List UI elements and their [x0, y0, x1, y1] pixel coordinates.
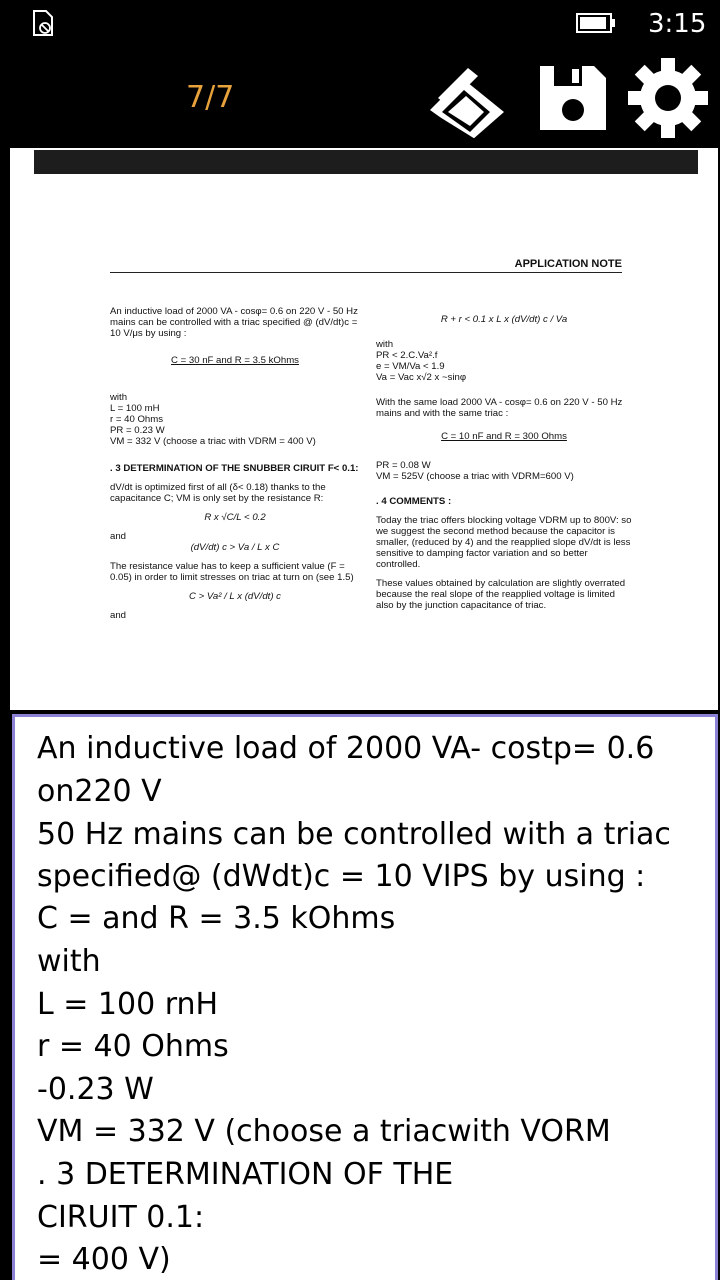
paragraph: r = 40 Ohms: [110, 414, 164, 425]
paragraph: L = 100 mH: [110, 403, 160, 414]
ocr-line: specified@ (dWdt)c = 10 VIPS by using :: [37, 859, 646, 894]
ocr-line: on220 V: [37, 774, 162, 809]
ocr-line: 50 Hz mains can be controlled with a triac: [37, 817, 671, 852]
ocr-text-panel[interactable]: [12, 714, 718, 1280]
page-counter: 7/7: [186, 80, 235, 115]
formula: R + r < 0.1 x L x (dV/dt) c / Va: [440, 314, 568, 325]
paragraph: C = 30 nF and R = 3.5 kOhms: [171, 355, 299, 366]
paragraph: and: [110, 531, 127, 542]
preview-top-bar: [34, 150, 698, 174]
ocr-line: CIRUIT 0.1:: [37, 1200, 205, 1235]
ocr-line: L = 100 rnH: [37, 987, 219, 1022]
save-icon[interactable]: [530, 56, 614, 140]
document-header-label: APPLICATION NOTE: [514, 258, 622, 270]
document-preview[interactable]: [10, 148, 718, 710]
formula: R x √C/L < 0.2: [204, 512, 266, 523]
paragraph: C = 10 nF and R = 300 Ohms: [441, 431, 567, 442]
formula: (dV/dt) c > Va / L x C: [190, 542, 280, 553]
paragraph: Today the triac offers blocking voltage VDRM up to 800V: so we suggest the second method because the capacitor is smaller, (reduced by 4) and the reapplied slope dV/dt is less sensitive to damping factor variation and so better controlled.: [376, 515, 632, 570]
sim-card-icon: [32, 10, 54, 36]
ocr-line: . 3 DETERMINATION OF THE: [37, 1157, 454, 1192]
paragraph: The resistance value has to keep a sufficient value (F = 0.05) in order to limit stresses on triac at turn on (see 1.5): [110, 561, 354, 583]
paragraph: Va = Vac x√2 x ~sinφ: [376, 372, 467, 383]
paragraph: e = VM/Va < 1.9: [376, 361, 445, 372]
paragraph: An inductive load of 2000 VA - cosφ= 0.6 on 220 V - 50 Hz mains can be controlled with a triac specified @ (dV/dt)c = 10 V/μs by using :: [110, 306, 358, 339]
header-rule: [110, 272, 622, 273]
ocr-line: with: [37, 944, 101, 979]
right-column: [376, 306, 632, 619]
ocr-line: = 400 V): [37, 1242, 171, 1277]
ocr-line: VM = 332 V (choose a triacwith VORM: [37, 1114, 611, 1149]
paragraph: PR = 0.08 W: [376, 460, 431, 471]
ocr-line: C = and R = 3.5 kOhms: [37, 901, 396, 936]
battery-icon: [576, 13, 616, 33]
scan-icon[interactable]: [426, 56, 510, 140]
scanned-page: [34, 174, 698, 710]
paragraph: dV/dt is optimized first of all (δ< 0.18) thanks to the capacitance C; VM is only set by the resistance R:: [110, 482, 326, 504]
paragraph: These values obtained by calculation are slightly overrated because the real slope of the reapplied voltage is limited also by the junction capacitance of triac.: [376, 578, 626, 611]
paragraph: PR = 0.23 W: [110, 425, 165, 436]
left-column: [110, 306, 360, 629]
paragraph: PR < 2.C.Va².f: [376, 350, 438, 361]
paragraph: VM = 525V (choose a triac with VDRM=600 V): [376, 471, 574, 482]
clock: 3:15: [648, 9, 707, 39]
paragraph: VM = 332 V (choose a triac with VDRM = 400 V): [110, 436, 316, 447]
status-bar: [0, 0, 720, 48]
ocr-line: -0.23 W: [37, 1072, 154, 1107]
formula: C > Va² / L x (dV/dt) c: [189, 591, 281, 602]
paragraph: with: [376, 339, 394, 350]
section-heading: . 4 COMMENTS :: [376, 496, 452, 507]
settings-gear-icon[interactable]: [626, 56, 710, 140]
ocr-line: r = 40 Ohms: [37, 1029, 229, 1064]
app-header: [0, 48, 720, 148]
ocr-line: An inductive load of 2000 VA- costp= 0.6: [37, 731, 655, 766]
section-heading: . 3 DETERMINATION OF THE SNUBBER CIRUIT F< 0.1:: [110, 463, 359, 474]
paragraph: with: [110, 392, 128, 403]
paragraph: and: [110, 610, 127, 621]
paragraph: With the same load 2000 VA - cosφ= 0.6 on 220 V - 50 Hz mains and with the same triac :: [376, 397, 623, 419]
